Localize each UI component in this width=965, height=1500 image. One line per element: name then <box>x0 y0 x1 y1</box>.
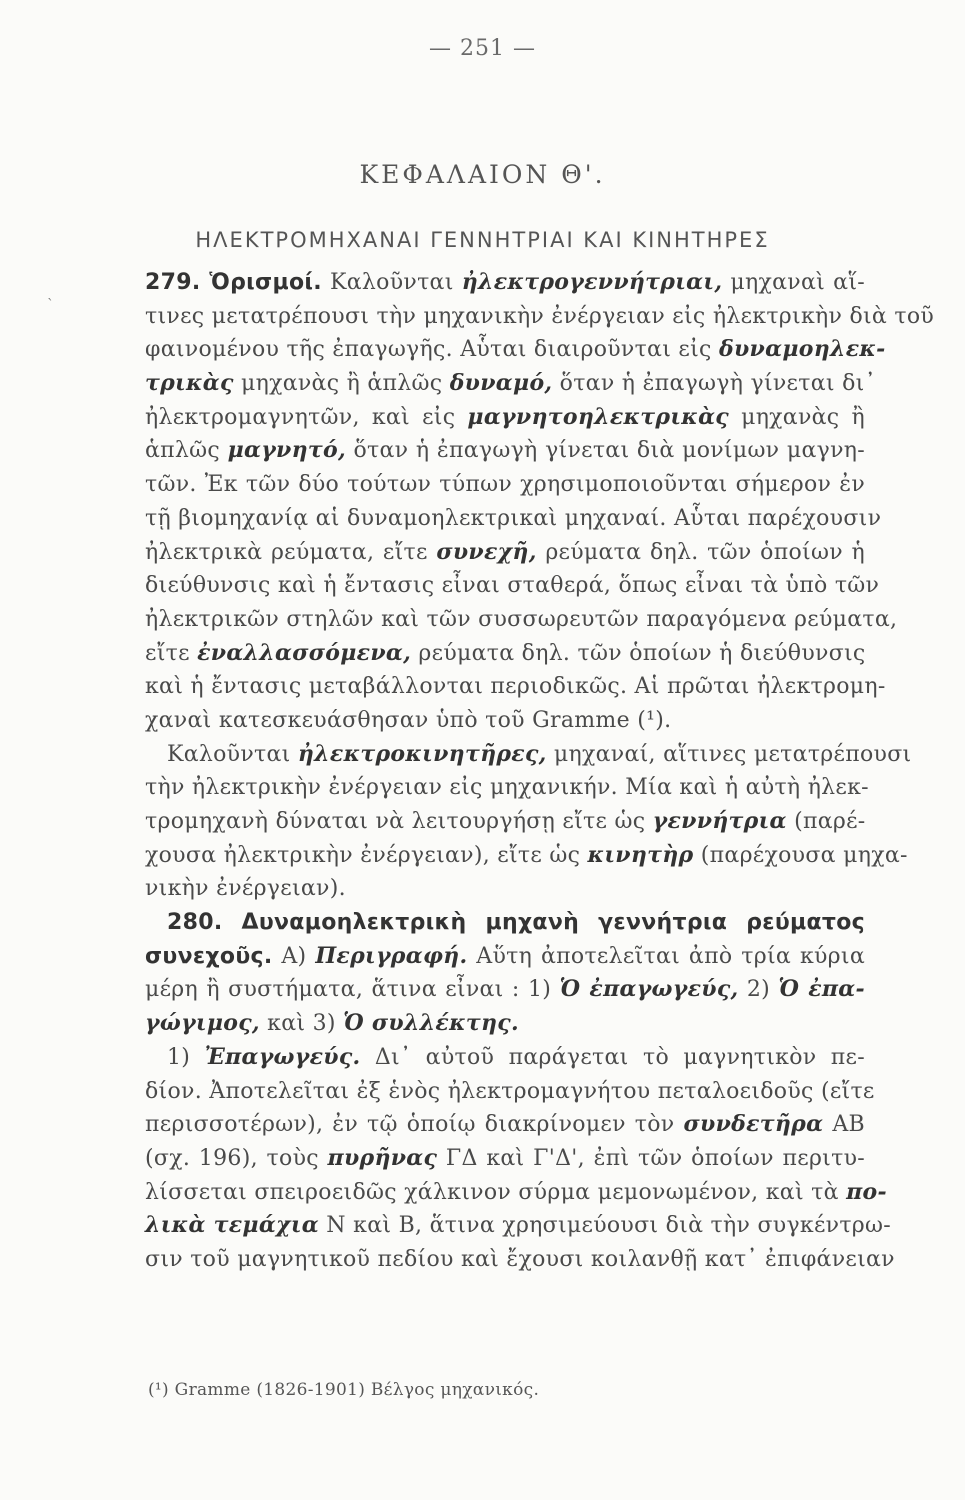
text-line: Καλοῦνται ἠλεκτροκινητῆρες, μηχαναί, αἵτινες μετατρέπουσι <box>167 740 912 767</box>
text-line: καὶ ἡ ἔντασις μεταβάλλονται περιοδικῶς. Αἱ πρῶται ἠλεκτρομη- <box>145 674 886 700</box>
text-line: τρικὰς μηχανὰς ἢ ἁπλῶς δυναμό, ὅταν ἡ ἐπαγωγὴ γίνεται δι᾿ <box>145 370 876 397</box>
chapter-title: ΚΕΦΑΛΑΙΟΝ Θ'. <box>359 160 606 189</box>
text-line: μέρη ἢ συστήματα, ἅτινα εἶναι : 1) Ὁ ἐπαγωγεύς, 2) Ὁ ἐπα- <box>145 976 865 1003</box>
text-line: χαναὶ κατεσκευάσθησαν ὑπὸ τοῦ Gramme (¹). <box>145 707 672 733</box>
text-line: συνεχοῦς. Α) Περιγραφή. Αὕτη ἀποτελεῖται ἀπὸ τρία κύρια <box>145 942 865 969</box>
text-line: ἠλεκτρικῶν στηλῶν καὶ τῶν συσσωρευτῶν παραγόμενα ρεύματα, <box>145 606 898 632</box>
text-line: τινες μετατρέπουσι τὴν μηχανικὴν ἐνέργειαν εἰς ἠλεκτρικὴν διὰ τοῦ <box>145 303 935 329</box>
page-number: — 251 — <box>429 36 536 61</box>
text-line: 279. Ὁρισμοί. Καλοῦνται ἠλεκτρογεννήτριαι, μηχαναὶ αἵ- <box>145 269 866 295</box>
text-line: σιν τοῦ μαγνητικοῦ πεδίου καὶ ἔχουσι κοιλανθῇ κατ᾿ ἐπιφάνειαν <box>145 1246 895 1272</box>
text-line: ἁπλῶς μαγνητό, ὅταν ἡ ἐπαγωγὴ γίνεται διὰ μονίμων μαγνη- <box>145 437 865 464</box>
text-line: περισσοτέρων), ἐν τῷ ὁποίῳ διακρίνομεν τὸν συνδετῆρα ΑΒ <box>145 1111 865 1138</box>
text-line: χουσα ἠλεκτρικὴν ἐνέργειαν), εἴτε ὡς κινητὴρ (παρέχουσα μηχα- <box>145 841 908 868</box>
chapter-subtitle: ΗΛΕΚΤΡΟΜΗΧΑΝΑΙ ΓΕΝΝΗΤΡΙΑΙ ΚΑΙ ΚΙΝΗΤΗΡΕΣ <box>195 228 770 252</box>
text-line: τὴν ἠλεκτρικὴν ἐνέργειαν εἰς μηχανικήν. Μία καὶ ἡ αὐτὴ ἠλεκ- <box>145 775 869 801</box>
margin-mark: ` <box>47 297 54 313</box>
text-line: ἠλεκτρομαγνητῶν, καὶ εἰς μαγνητοηλεκτρικὰς μηχανὰς ἢ <box>145 403 865 430</box>
text-line: 1) Ἐπαγωγεύς. Δι᾿ αὐτοῦ παράγεται τὸ μαγνητικὸν πε- <box>167 1043 865 1070</box>
text-line: νικὴν ἐνέργειαν). <box>145 876 346 902</box>
section-heading: 280. Δυναμοηλεκτρικὴ μηχανὴ γεννήτρια ρεύματος <box>167 910 865 936</box>
text-line: ἠλεκτρικὰ ρεύματα, εἴτε συνεχῆ, ρεύματα δηλ. τῶν ὁποίων ἡ <box>145 538 865 565</box>
text-line: τρομηχανὴ δύναται νὰ λειτουργήσῃ εἴτε ὡς γεννήτρια (παρέ- <box>145 808 866 834</box>
text-line: τῶν. Ἐκ τῶν δύο τούτων τύπων χρησιμοποιοῦνται σήμερον ἐν <box>145 472 865 498</box>
footnote: (¹) Gramme (1826-1901) Βέλγος μηχανικός. <box>148 1380 540 1400</box>
text-line: τῇ βιομηχανίᾳ αἱ δυναμοηλεκτρικαὶ μηχαναί. Αὗται παρέχουσιν <box>145 505 882 531</box>
text-line: φαινομένου τῆς ἐπαγωγῆς. Αὗται διαιροῦνται εἰς δυναμοηλεκ- <box>145 336 886 363</box>
text-line: (σχ. 196), τοὺς πυρῆνας ΓΔ καὶ Γ'Δ', ἐπὶ τῶν ὁποίων περιτυ- <box>145 1144 865 1171</box>
text-line: γώγιμος, καὶ 3) Ὁ συλλέκτης. <box>145 1010 519 1037</box>
text-line: εἴτε ἐναλλασσόμενα, ρεύματα δηλ. τῶν ὁποίων ἡ διεύθυνσις <box>145 639 866 666</box>
text-line: λικὰ τεμάχια Ν καὶ Β, ἅτινα χρησιμεύουσι διὰ τὴν συγκέντρω- <box>145 1212 891 1239</box>
text-line: λίσσεται σπειροειδῶς χάλκινον σύρμα μεμονωμένον, καὶ τὰ πο- <box>145 1178 887 1205</box>
text-line: διεύθυνσις καὶ ἡ ἔντασις εἶναι σταθερά, ὅπως εἶναι τὰ ὑπὸ τῶν <box>145 573 880 599</box>
text-line: δίον. Ἀποτελεῖται ἐξ ἑνὸς ἠλεκτρομαγνήτου πεταλοειδοῦς (εἴτε <box>145 1078 875 1104</box>
body-text <box>145 266 935 1277</box>
